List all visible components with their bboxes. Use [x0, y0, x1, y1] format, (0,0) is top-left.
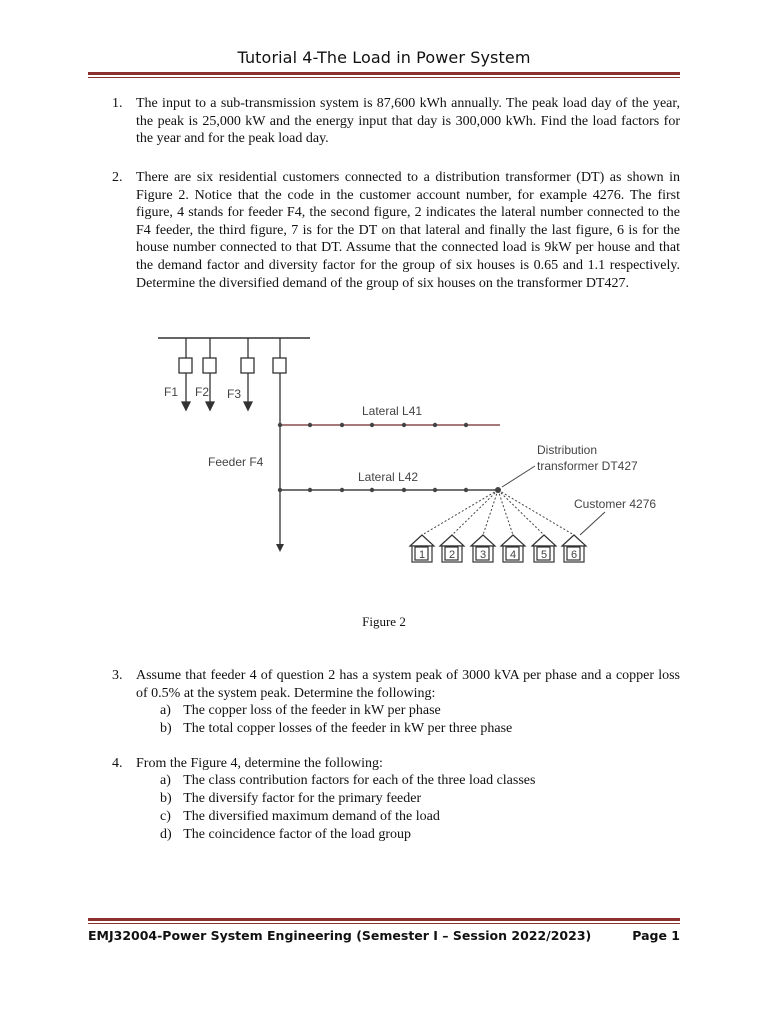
question-number: 2.	[112, 170, 123, 185]
sub-item	[160, 720, 512, 738]
sub-item	[160, 702, 441, 720]
question-text: The input to a sub-transmission system is 87,600 kWh annually. The peak load day of the year, the peak is 25,000 kW and the energy input that day is 300,000 kWh. Find the load factors for the year and for the peak load day.	[136, 96, 680, 147]
label-f2: F2	[195, 385, 210, 399]
breaker-f2	[203, 358, 216, 373]
house-number: 1	[418, 549, 426, 561]
customer-pointer	[580, 512, 605, 535]
header-rule-thin	[88, 77, 680, 78]
footer-rule	[88, 918, 680, 921]
question-2	[112, 169, 680, 292]
sub-item	[160, 790, 421, 808]
sub-item-text: The coincidence factor of the load group	[183, 827, 412, 842]
question-4	[112, 755, 680, 773]
breaker-f4	[273, 358, 286, 373]
house-number: 4	[509, 549, 517, 561]
page-title: Tutorial 4-The Load in Power System	[237, 48, 531, 67]
page-number: Page 1	[632, 928, 680, 943]
label-f3: F3	[227, 387, 242, 401]
house-number: 3	[479, 549, 487, 561]
question-text: From the Figure 4, determine the following:	[136, 756, 383, 771]
sub-item-text: The class contribution factors for each of the three load classes	[183, 773, 536, 788]
question-3	[112, 667, 680, 702]
sub-item-text: The total copper losses of the feeder in kW per three phase	[183, 721, 513, 736]
label-feeder-f4: Feeder F4	[208, 455, 264, 469]
house-number: 2	[448, 549, 456, 561]
question-number: 1.	[112, 96, 123, 111]
sub-item-label: d)	[160, 827, 172, 842]
question-number: 3.	[112, 668, 123, 683]
header-rule	[88, 72, 680, 75]
label-lateral-l41: Lateral L41	[362, 404, 423, 418]
figure-2-diagram	[150, 330, 690, 570]
question-number: 4.	[112, 756, 123, 771]
feeder-f4-arrow	[276, 544, 284, 552]
sub-item	[160, 808, 440, 826]
sub-item-text: The diversified maximum demand of the load	[183, 809, 440, 824]
label-f1: F1	[164, 385, 179, 399]
sub-item-label: a)	[160, 703, 171, 718]
sub-item-label: a)	[160, 773, 171, 788]
question-text: There are six residential customers connected to a distribution transformer (DT) as shown in Figure 2. Notice that the code in the customer account number, for example 4276. The first figure, 4 stands for feeder F4, the second figure, 2 indicates the lateral number connected to the F4 feeder, the third figure, 7 is for the DT on that lateral and finally the last figure, 6 is for the house number connected to that DT. Assume that the connected load is 9kW per house and that the demand factor and diversity factor for the group of six houses is 0.65 and 1.1 respectively. Determine the diversified demand of the group of six houses on the transformer DT427.	[136, 170, 680, 291]
figure-caption: Figure 2	[362, 614, 406, 629]
question-text: Assume that feeder 4 of question 2 has a system peak of 3000 kVA per phase and a copper loss of 0.5% at the system peak. Determine the following:	[136, 668, 680, 701]
sub-item-text: The copper loss of the feeder in kW per phase	[183, 703, 441, 718]
label-customer: Customer 4276	[574, 497, 657, 511]
sub-item-label: c)	[160, 809, 171, 824]
footer-rule-thin	[88, 923, 680, 924]
sub-item	[160, 772, 535, 790]
house-number: 5	[540, 549, 548, 561]
breaker-f1	[179, 358, 192, 373]
sub-item-text: The diversify factor for the primary feeder	[183, 791, 422, 806]
label-dt-line2: transformer DT427	[537, 459, 638, 473]
service-drops	[422, 490, 574, 535]
label-dt-line1: Distribution	[537, 443, 598, 457]
label-lateral-l42: Lateral L42	[358, 470, 419, 484]
question-1	[112, 95, 680, 148]
sub-item-label: b)	[160, 721, 172, 736]
breaker-f3	[241, 358, 254, 373]
house-number: 6	[570, 549, 578, 561]
sub-item	[160, 826, 411, 844]
sub-item-label: b)	[160, 791, 172, 806]
footer-course: EMJ32004-Power System Engineering (Semester I – Session 2022/2023)	[88, 928, 592, 943]
houses	[410, 535, 586, 562]
dt-pointer	[502, 466, 535, 487]
